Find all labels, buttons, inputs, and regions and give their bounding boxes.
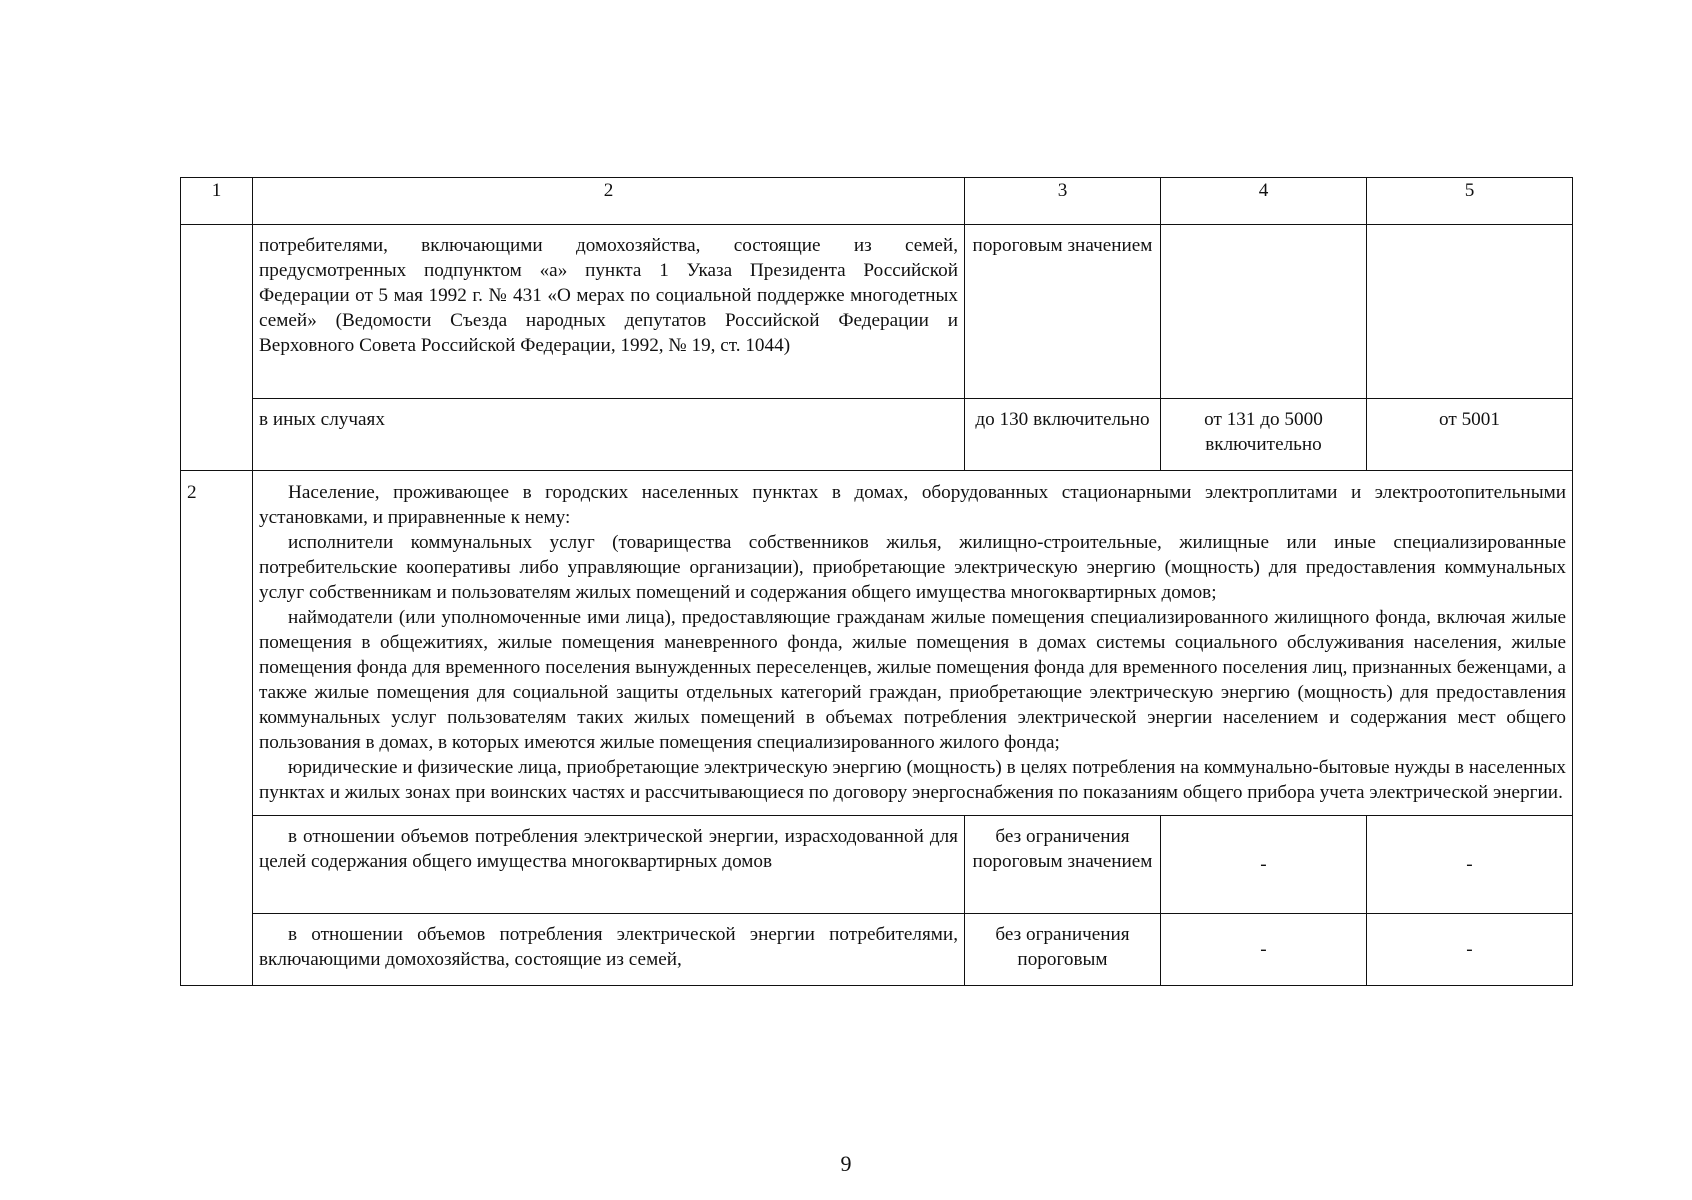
section-2-description [253,471,1573,816]
section-2-paragraph-4: юридические и физические лица, приобретающие электрическую энергию (мощность) в целях потребления на коммунально-бытовые нужды в населенных пунктах и жилых зонах при воинских частях и рассчитывающиеся по договору энергоснабжения по показаниям общего прибора учета электрической энергии. [259,757,1566,803]
table-row-common-property [181,816,1573,914]
common-property-col4: - [1161,816,1367,914]
table-row-section-2 [181,471,1573,816]
section-2-paragraph-3: наймодатели (или уполномоченные ими лица), предоставляющие гражданам жилые помещения специализированного жилищного фонда, включая жилые помещения в общежитиях, жилые помещения маневренного фонда, жилые помещения в домах системы социального обслуживания населения, жилые помещения фонда для временного поселения вынужденных переселенцев, жилые помещения фонда для временного поселения лиц, признанных беженцами, а также жилые помещения для социальной защиты отдельных категорий граждан, приобретающие электрическую энергию (мощность) для предоставления коммунальных услуг пользователям таких жилых помещений в объемах потребления электрической энергии населением и содержания мест общего пользования в домах, в которых имеются жилые помещения специализированного жилого фонда; [259,607,1566,753]
households-col3: без ограничения пороговым [965,914,1161,986]
common-property-description: в отношении объемов потребления электрической энергии, израсходованной для целей содержания общего имущества многоквартирных домов [253,816,965,914]
header-cell-2: 2 [253,178,965,225]
other-cases-col5: от 5001 [1367,399,1573,471]
common-property-col5: - [1367,816,1573,914]
table-row-households [181,914,1573,986]
section-2-paragraph-1: Население, проживающее в городских населенных пунктах в домах, оборудованных стационарными электроплитами и электроотопительными установками, и приравненные к нему: [259,482,1566,528]
section-2-paragraph-2: исполнители коммунальных услуг (товарищества собственников жилья, жилищно-строительные, жилищные или иные специализированные потребительские кооперативы либо управляющие организации), приобретающие электрическую энергию (мощность) для предоставления коммунальных услуг собственникам и пользователям жилых помещений и содержания общего имущества многоквартирных домов; [259,532,1566,603]
continuation-col5 [1367,225,1573,399]
households-col4: - [1161,914,1367,986]
table-row-continuation [181,225,1573,399]
households-description: в отношении объемов потребления электрической энергии потребителями, включающими домохозяйства, состоящие из семей, [253,914,965,986]
header-cell-4: 4 [1161,178,1367,225]
other-cases-description: в иных случаях [253,399,965,471]
row-number-cell-empty [181,225,253,471]
continuation-description: потребителями, включающими домохозяйства, состоящие из семей, предусмотренных подпунктом «а» пункта 1 Указа Президента Российской Федерации от 5 мая 1992 г. № 431 «О мерах по социальной поддержке многодетных семей» (Ведомости Съезда народных депутатов Российской Федерации и Верховного Совета Российской Федерации, 1992, № 19, ст. 1044) [253,225,965,399]
header-cell-3: 3 [965,178,1161,225]
header-cell-5: 5 [1367,178,1573,225]
row-number-cell: 2 [181,471,253,986]
other-cases-col4: от 131 до 5000 включительно [1161,399,1367,471]
table-row-other-cases [181,399,1573,471]
continuation-col3: пороговым значением [965,225,1161,399]
table-header-row [181,178,1573,225]
other-cases-col3: до 130 включительно [965,399,1161,471]
header-cell-1: 1 [181,178,253,225]
document-sheet [180,177,1572,986]
page-number: 9 [840,1151,852,1176]
common-property-col3: без ограничения пороговым значением [965,816,1161,914]
continuation-col4 [1161,225,1367,399]
households-col5: - [1367,914,1573,986]
tariff-table [180,177,1573,986]
